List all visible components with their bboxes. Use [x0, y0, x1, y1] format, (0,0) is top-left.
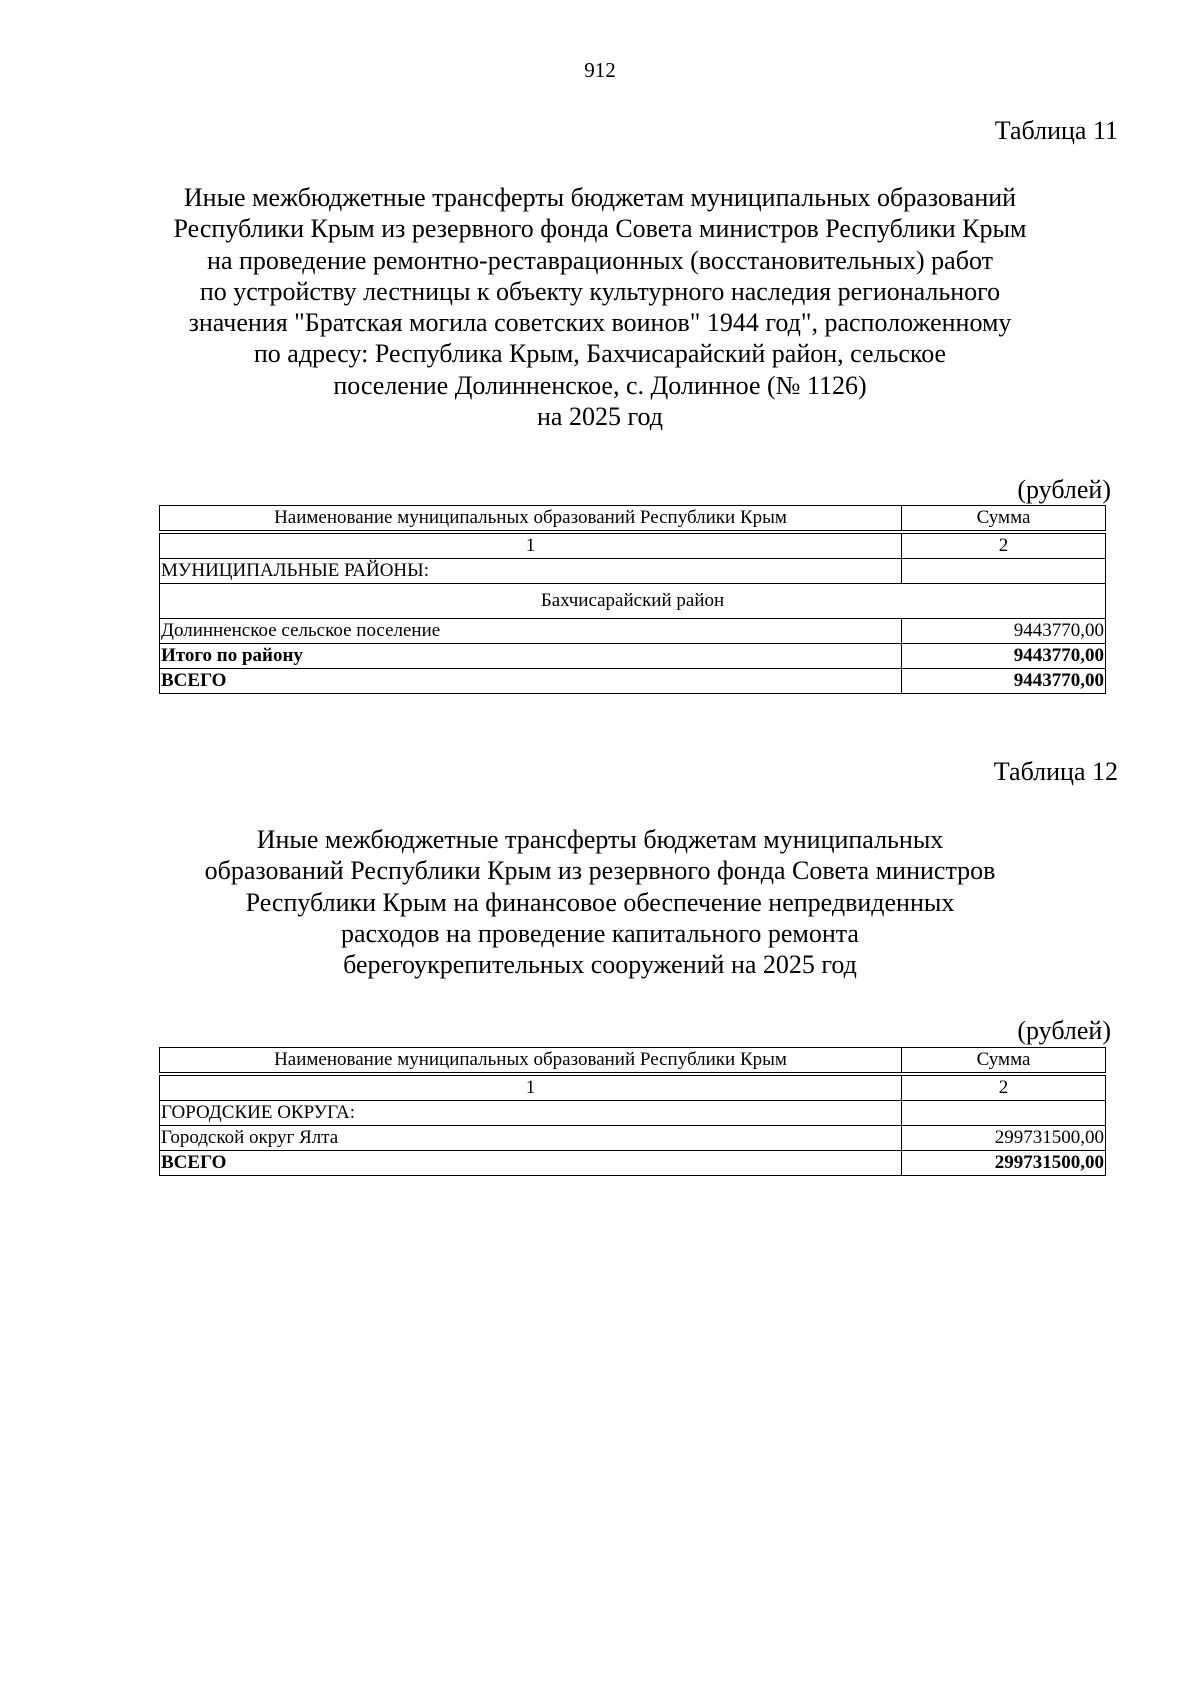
row-name-cell: Городской округ Ялта [160, 1126, 902, 1151]
table-row [160, 1126, 1106, 1151]
total-row [160, 1151, 1106, 1176]
table-12 [159, 1047, 1106, 1176]
table-11-label: Таблица 11 [994, 116, 1118, 145]
empty-cell [902, 1101, 1106, 1126]
table-11-units: (рублей) [1017, 475, 1111, 504]
district-cell: Бахчисарайский район [160, 584, 1106, 619]
title-line: Республики Крым из резервного фонда Совета министров Республики Крым [173, 214, 1027, 244]
title-line: Иные межбюджетные трансферты бюджетам муниципальных образований [183, 183, 1017, 212]
title-line: Иные межбюджетные трансферты бюджетам муниципальных [256, 825, 944, 854]
table-12-label: Таблица 12 [993, 757, 1118, 786]
table-11-title [150, 182, 1050, 432]
header-name-cell: Наименование муниципальных образований Республики Крым [160, 1048, 902, 1073]
row-name-cell: Долинненское сельское поселение [160, 619, 902, 644]
section-row [160, 1101, 1106, 1126]
title-line: образований Республики Крым из резервного фонда Совета министров [204, 856, 996, 886]
total-name-cell: ВСЕГО [160, 1151, 902, 1176]
header-amount-cell: Сумма [902, 1048, 1106, 1073]
table-header-row [160, 1048, 1106, 1073]
header-amount-cell: Сумма [902, 506, 1106, 531]
title-line: по адресу: Республика Крым, Бахчисарайский район, сельское [253, 339, 947, 369]
page-number: 912 [584, 58, 616, 82]
header-name-cell: Наименование муниципальных образований Республики Крым [160, 506, 902, 531]
district-row [160, 584, 1106, 619]
section-cell: МУНИЦИПАЛЬНЫЕ РАЙОНЫ: [160, 559, 902, 584]
total-name-cell: ВСЕГО [160, 669, 902, 694]
table-12-title [150, 824, 1050, 980]
subtotal-row [160, 644, 1106, 669]
table-header-row [160, 506, 1106, 531]
title-line: расходов на проведение капитального ремонта [341, 918, 859, 948]
title-line: значения "Братская могила советских воинов" 1944 год", расположенному [188, 308, 1012, 338]
section-cell: ГОРОДСКИЕ ОКРУГА: [160, 1101, 902, 1126]
column-number-cell: 1 [160, 1076, 902, 1101]
table-row [160, 619, 1106, 644]
row-amount-cell: 299731500,00 [902, 1126, 1106, 1151]
table-11 [159, 505, 1106, 694]
title-line: берегоукрепительных сооружений на 2025 год [343, 950, 857, 980]
row-amount-cell: 9443770,00 [902, 619, 1106, 644]
subtotal-name-cell: Итого по району [160, 644, 902, 669]
column-number-row [160, 1076, 1106, 1101]
title-line: на проведение ремонтно-реставрационных (восстановительных) работ [207, 245, 993, 275]
section-row [160, 559, 1106, 584]
column-number-row [160, 534, 1106, 559]
title-line: Республики Крым на финансовое обеспечение непредвиденных [245, 887, 955, 917]
total-amount-cell: 299731500,00 [902, 1151, 1106, 1176]
total-amount-cell: 9443770,00 [902, 669, 1106, 694]
total-row [160, 669, 1106, 694]
title-line: на 2025 год [537, 402, 663, 432]
column-number-cell: 2 [902, 1076, 1106, 1101]
title-line: поселение Долинненское, с. Долинное (№ 1126) [333, 370, 867, 400]
title-line: по устройству лестницы к объекту культурного наследия регионального [199, 276, 1001, 306]
column-number-cell: 2 [902, 534, 1106, 559]
empty-cell [902, 559, 1106, 584]
subtotal-amount-cell: 9443770,00 [902, 644, 1106, 669]
column-number-cell: 1 [160, 534, 902, 559]
table-12-units: (рублей) [1017, 1016, 1111, 1045]
